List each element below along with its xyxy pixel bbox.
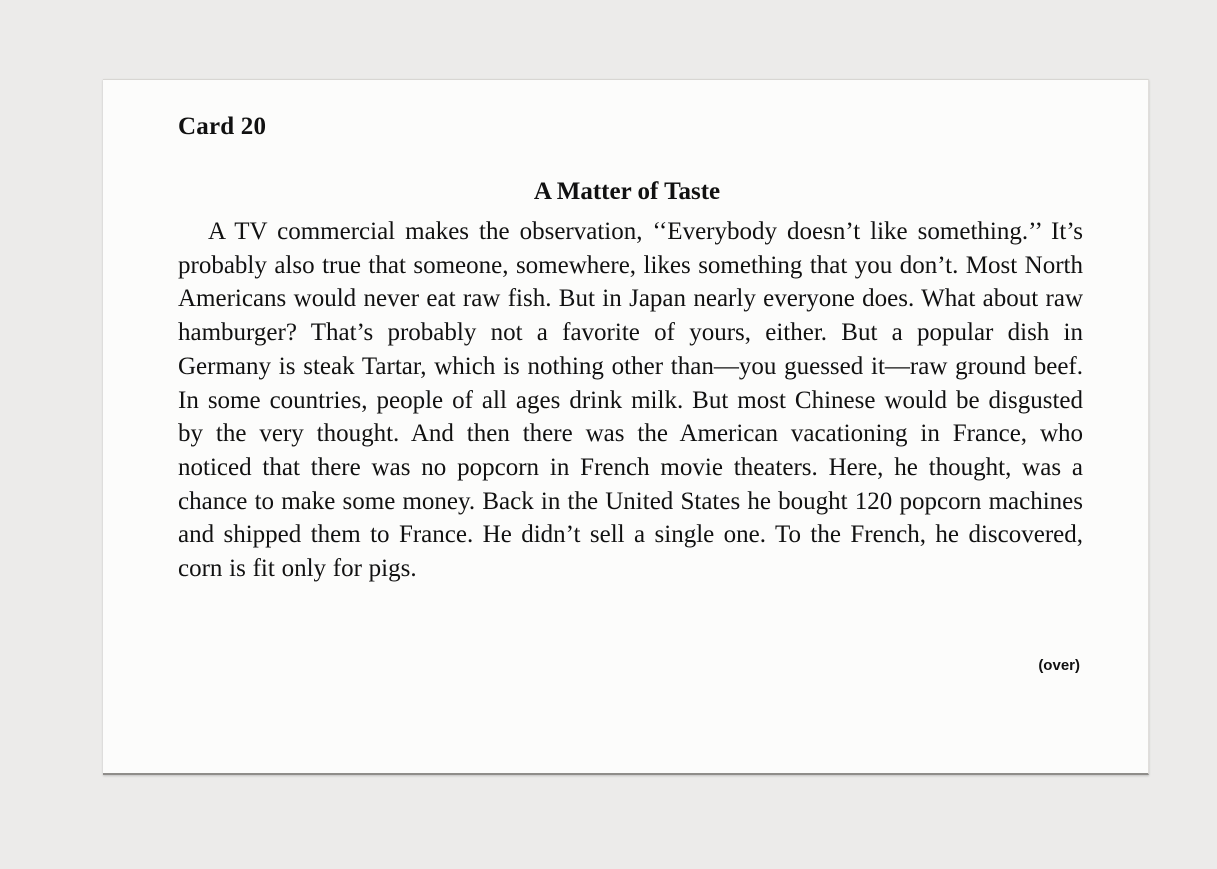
card-title	[103, 178, 1148, 206]
reading-card	[103, 79, 1149, 775]
over-label: (over)	[1038, 657, 1080, 674]
card-body-text: A TV commercial makes the observation, ‘‘Everybody doesn’t like something.’’ It’s probably also true that someone, somewhere, likes something that you don’t. Most North Americans would never eat raw fish. But in Japan nearly everyone does. What about raw hamburger? That’s probably not a favorite of yours, either. But a popular dish in Germany is steak Tartar, which is nothing other than—you guessed it—raw ground beef. In some countries, people of all ages drink milk. But most Chinese would be disgusted by the very thought. And then there was the American vacationing in France, who noticed that there was no popcorn in French movie theaters. Here, he thought, was a chance to make some money. Back in the United States he bought 120 popcorn machines and shipped them to France. He didn’t sell a single one. To the French, he discovered, corn is fit only for pigs.	[178, 218, 1083, 583]
card-title-text: A Matter of Taste	[533, 178, 721, 205]
card-number: Card 20	[178, 113, 267, 140]
